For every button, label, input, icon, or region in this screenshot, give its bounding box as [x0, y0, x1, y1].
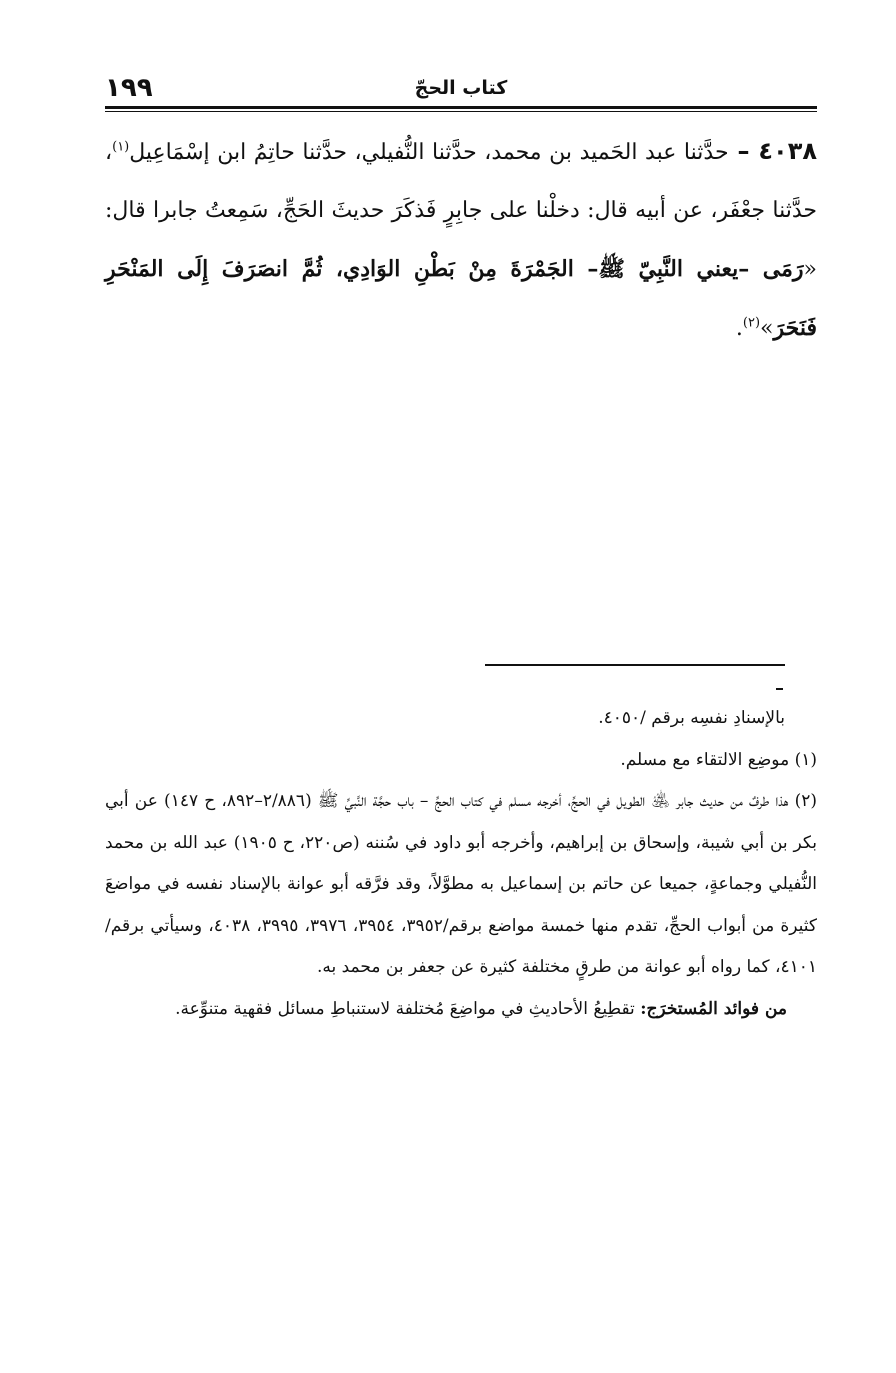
footnote-continuation-mark [776, 688, 783, 690]
hadith-number-dash: – [728, 137, 759, 165]
benefits-paragraph [105, 989, 817, 1031]
hadith-end: . [735, 316, 743, 341]
footnote-1: (١) موضِع الالتقاء مع مسلم. [620, 749, 817, 770]
benefits-label: من فوائد المُستخرَج: [640, 998, 787, 1019]
header-rule-thick [105, 106, 817, 109]
page-number: ١٩٩ [105, 73, 153, 103]
hadith-isnad-middle: ، حدَّثنا جعْفَر، عن أبيه قال: دخلْنا على جابِرٍ فَذكَرَ حديثَ الحَجِّ، سَمِعتُ جابرا قال: [105, 140, 817, 223]
hadith-number: ٤٠٣٨ [758, 137, 817, 165]
hadith-isnad-intro: حدَّثنا عبد الحَميد بن محمد، حدَّثنا النُّفيلي، حدَّثنا حاتِمُ ابن إسْمَاعِيل [129, 140, 729, 165]
hadith-matn: رَمَى –يعني النَّبِيّ ﷺ– الجَمْرَةَ مِنْ بَطْنِ الوَادِي، ثُمَّ انصَرَفَ إِلَى المَنْحَرِ فَنَحَرَ [105, 256, 817, 341]
quote-close: » [760, 316, 774, 341]
quote-open: « [803, 257, 817, 282]
footnote-ref-1[interactable]: (١) [112, 139, 130, 155]
header-rule-thin [105, 111, 817, 112]
footnote-continuation: بالإسنادِ نفسِه برقم /٤٠٥٠. [598, 708, 785, 728]
page-header [105, 72, 817, 104]
benefits-text: تقطِيعُ الأحاديثِ في مواضِعَ مُختلفة لاستنباطِ مسائل فقهية متنوِّعة. [175, 998, 641, 1019]
footnotes [105, 698, 817, 1030]
hadith-text [105, 122, 817, 358]
running-title: كتاب الحجّ [414, 77, 508, 99]
footnote-ref-2[interactable]: (٢) [742, 315, 761, 331]
footnote-2: (٢) هذا طرفٌ من حديث جابر ﵁ الطويل في الحجِّ، أخرجه مسلم في كتاب الحجِّ – باب حجَّة النَّبيِّ ﷺ (٢/٨٨٦–٨٩٢، ح ١٤٧) عن أبي بكر بن أبي شيبة، وإسحاق بن إبراهيم، وأخرجه أبو داود في سُننه (ص٢٢٠، ح ١٩٠٥) عبد الله بن محمد النُّفيلي وجماعةٍ، جميعا عن حاتم بن إسماعيل به مطوَّلاً، وقد فرَّقه أبو عوانة بالإسناد نفسه في مواضعَ كثيرة من أبواب الحجِّ، تقدم منها خمسة مواضع برقم/٣٩٥٢، ٣٩٥٤، ٣٩٧٦، ٣٩٩٥، ٤٠٣٨، وسيأتي برقم/٤١٠١، كما رواه أبو عوانة من طرقٍ مختلفة كثيرة عن جعفر بن محمد به. [105, 791, 817, 977]
footnote-separator [485, 664, 785, 666]
